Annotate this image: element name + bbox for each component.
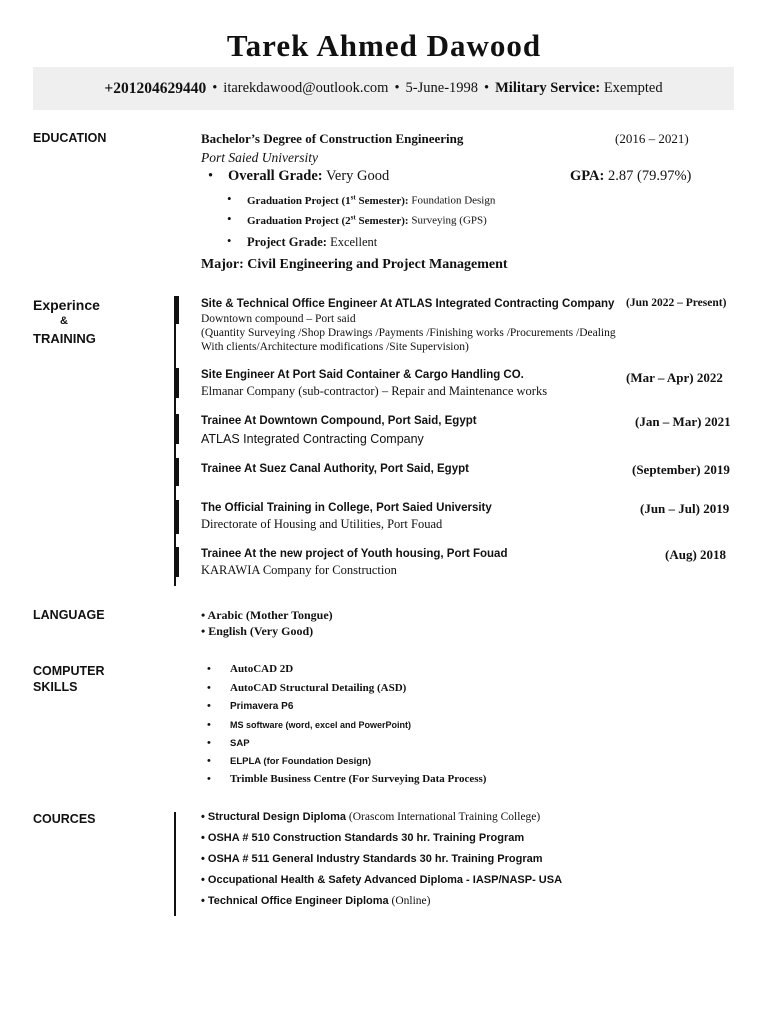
exp-line-1a: Downtown compound – Port said: [201, 313, 356, 325]
contact-bar: [33, 67, 734, 110]
divider-mark: [174, 547, 179, 577]
phone-number: +201204629440: [104, 79, 207, 97]
skill-label: MS software (word, excel and PowerPoint): [230, 720, 412, 730]
course-name: • OSHA # 511 General Industry Standards 30 hr. Training Program: [201, 853, 543, 865]
project2-label-a: Graduation Project (2: [247, 214, 351, 227]
list-item: [207, 737, 250, 749]
divider-mark: [174, 414, 179, 444]
skill-label: Primavera P6: [230, 701, 294, 712]
list-item: [207, 700, 293, 712]
exp-role-5: The Official Training in College, Port Saied University: [201, 502, 492, 514]
bullet-icon: •: [207, 773, 211, 785]
exp-role-4: Trainee At Suez Canal Authority, Port Said, Egypt: [201, 463, 469, 475]
project2-value: Surveying (GPS): [411, 214, 487, 227]
exp-dates-6: (Aug) 2018: [665, 547, 727, 562]
list-item: [207, 773, 486, 785]
project1-label-b: Semester):: [355, 194, 409, 207]
course-item: [201, 811, 540, 823]
project-grade: [227, 234, 378, 250]
degree-dates: (2016 – 2021): [615, 131, 689, 146]
section-title-education: EDUCATION: [33, 131, 107, 145]
grade-label: Overall Grade:: [228, 168, 323, 184]
skill-label: AutoCAD 2D: [230, 663, 294, 675]
separator: •: [484, 80, 490, 96]
email-address: itarekdawood@outlook.com: [223, 80, 389, 96]
bullet-icon: •: [207, 663, 211, 675]
exp-dates-1: (Jun 2022 – Present): [626, 297, 727, 309]
course-item: [201, 853, 543, 865]
bullet-icon: •: [227, 234, 232, 248]
exp-role-1: Site & Technical Office Engineer At ATLAS Integrated Contracting Company: [201, 298, 615, 310]
bullet-icon: •: [207, 700, 211, 712]
language-item: • English (Very Good): [201, 624, 314, 638]
gpa-label: GPA:: [570, 168, 605, 184]
section-title-experience: Experince: [33, 297, 100, 313]
exp-role-6: Trainee At the new project of Youth housing, Port Fouad: [201, 548, 508, 560]
military-value: Exempted: [603, 80, 663, 96]
course-name: • OSHA # 510 Construction Standards 30 hr. Training Program: [201, 832, 525, 844]
military-label: Military Service:: [495, 80, 601, 96]
course-item: [201, 874, 562, 886]
skill-label: AutoCAD Structural Detailing (ASD): [230, 682, 407, 694]
bullet-icon: •: [207, 755, 211, 767]
separator: •: [212, 80, 218, 96]
separator: •: [394, 80, 400, 96]
section-title-language: LANGUAGE: [33, 608, 105, 622]
gpa-value: 2.87 (79.97%): [608, 168, 692, 184]
course-name: • Occupational Health & Safety Advanced Diploma - IASP/NASP- USA: [201, 874, 563, 886]
bullet-icon: •: [227, 211, 232, 226]
university-name: Port Saied University: [201, 150, 318, 165]
project-grade-value: Excellent: [330, 235, 378, 249]
exp-dates-4: (September) 2019: [632, 462, 730, 477]
overall-grade: [208, 168, 390, 185]
exp-dates-3: (Jan – Mar) 2021: [635, 414, 731, 429]
section-title-skills: SKILLS: [33, 680, 78, 694]
major: Major: Civil Engineering and Project Management: [201, 257, 508, 272]
project-grade-label: Project Grade:: [247, 235, 327, 249]
exp-line-1c: With clients/Architecture modifications /Site Supervision): [201, 341, 469, 353]
graduation-project-1: [227, 191, 496, 207]
exp-dates-2: (Mar – Apr) 2022: [626, 370, 723, 385]
project2-sup: st: [350, 213, 356, 221]
project1-value: Foundation Design: [411, 194, 496, 207]
exp-line-5a: Directorate of Housing and Utilities, Port Fouad: [201, 517, 443, 531]
resume-name: Tarek Ahmed Dawood: [226, 28, 542, 63]
divider-mark: [174, 458, 179, 486]
section-title-ampersand: &: [60, 315, 68, 327]
section-title-training: TRAINING: [33, 331, 96, 346]
course-item: [201, 895, 430, 907]
bullet-icon: •: [207, 682, 211, 694]
course-extra: (Orascom International Training College): [346, 811, 541, 823]
course-item: [201, 832, 524, 844]
divider-mark: [174, 296, 179, 324]
language-item: • Arabic (Mother Tongue): [201, 608, 333, 622]
section-title-courses: COURCES: [33, 812, 96, 826]
project1-label-a: Graduation Project (1: [247, 194, 351, 207]
bullet-icon: •: [207, 737, 211, 749]
gpa: [570, 168, 691, 185]
skill-label: Trimble Business Centre (For Surveying Data Process): [230, 773, 487, 785]
course-name: • Technical Office Engineer Diploma: [201, 895, 389, 907]
list-item: [207, 663, 293, 675]
exp-dates-5: (Jun – Jul) 2019: [640, 501, 730, 516]
skill-label: SAP: [230, 738, 250, 749]
exp-role-2: Site Engineer At Port Said Container & Cargo Handling CO.: [201, 369, 524, 381]
project2-label-b: Semester):: [355, 214, 409, 227]
grade-value: Very Good: [326, 168, 390, 184]
list-item: [207, 755, 371, 767]
skill-label: ELPLA (for Foundation Design): [230, 756, 372, 767]
list-item: [207, 719, 411, 731]
bullet-icon: •: [207, 719, 211, 731]
list-item: [207, 682, 406, 694]
course-extra: (Online): [388, 895, 431, 907]
bullet-icon: •: [227, 191, 232, 206]
exp-role-3: Trainee At Downtown Compound, Port Said, Egypt: [201, 415, 477, 427]
section-title-computer: COMPUTER: [33, 664, 105, 678]
graduation-project-2: [227, 211, 487, 227]
degree-title: Bachelor’s Degree of Construction Engineering: [201, 131, 464, 146]
birth-date: 5-June-1998: [405, 80, 479, 96]
divider-mark: [174, 500, 179, 534]
project1-sup: st: [350, 193, 356, 201]
bullet-icon: •: [208, 168, 214, 184]
exp-line-3a: ATLAS Integrated Contracting Company: [201, 432, 424, 446]
exp-line-6a: KARAWIA Company for Construction: [201, 563, 397, 577]
exp-line-1b: (Quantity Surveying /Shop Drawings /Payments /Finishing works /Procurements /Dealing: [201, 327, 616, 339]
courses-divider: [174, 812, 176, 916]
divider-mark: [174, 368, 179, 398]
course-name: • Structural Design Diploma: [201, 811, 347, 823]
exp-line-2a: Elmanar Company (sub-contractor) – Repair and Maintenance works: [201, 384, 548, 398]
